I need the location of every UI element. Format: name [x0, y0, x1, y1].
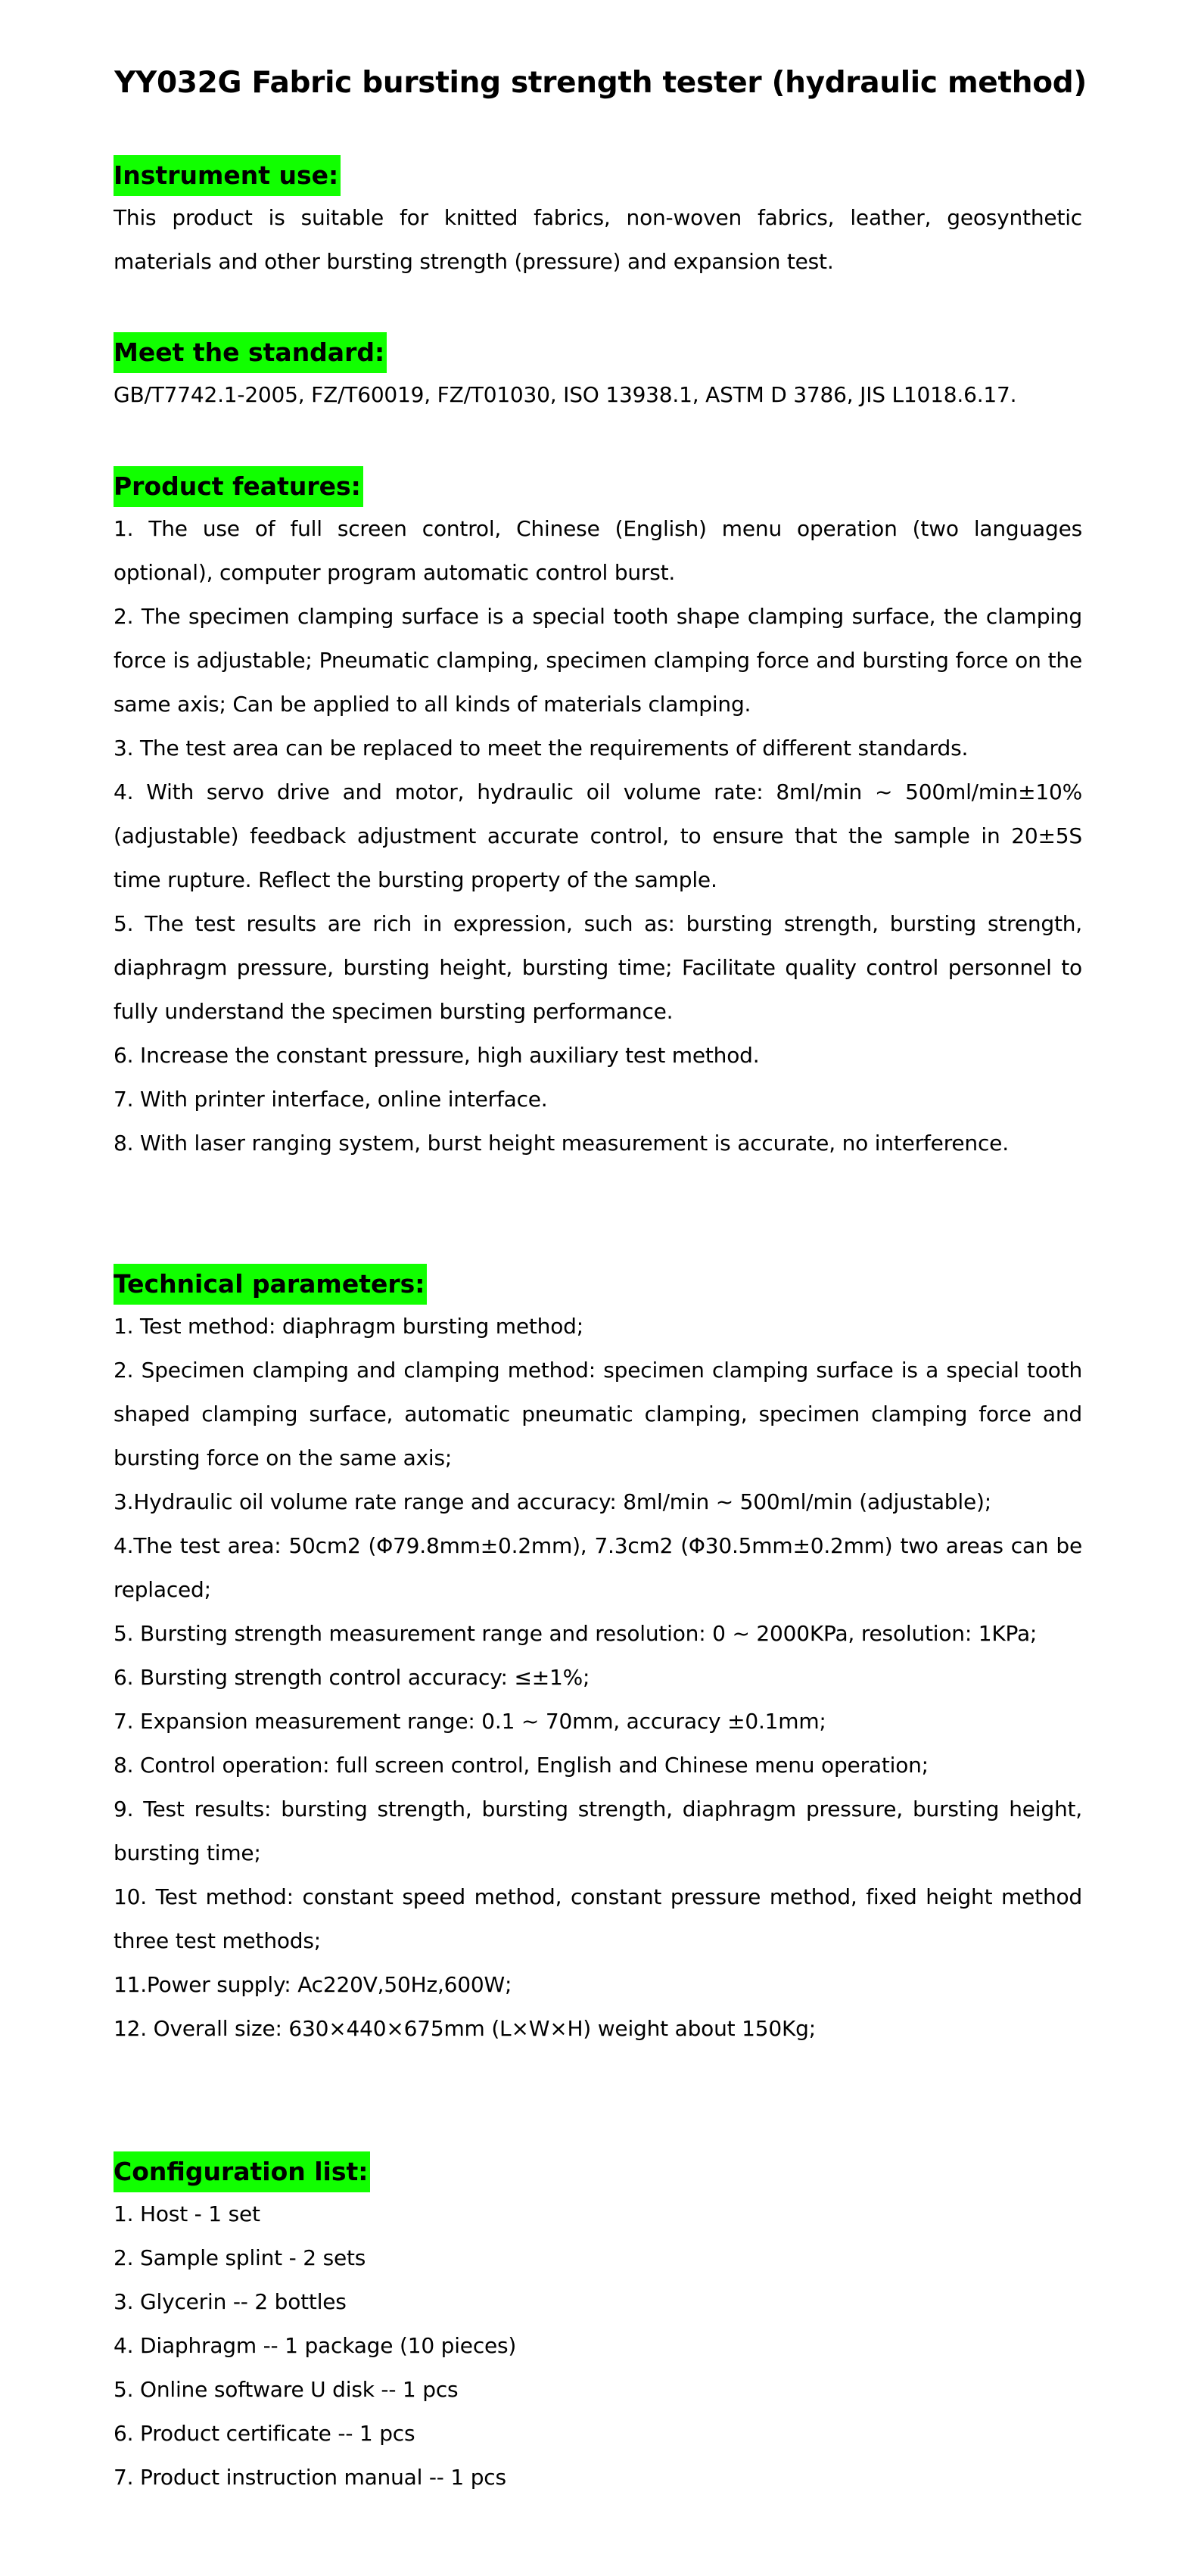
configuration-list [114, 2192, 1082, 2500]
list-item: 6. Increase the constant pressure, high auxiliary test method. [114, 1043, 760, 1068]
list-item: 2. The specimen clamping surface is a special tooth shape clamping surface, the clamping force is adjustable; Pneumatic clamping, specimen clamping force and bursting force on the same axis; Can be applied to all kinds of materials clamping. [114, 604, 1082, 717]
standard-paragraph: GB/T7742.1-2005, FZ/T60019, FZ/T01030, ISO 13938.1, ASTM D 3786, JIS L1018.6.17. [114, 382, 1017, 407]
features-list [114, 507, 1082, 1165]
standard-text [114, 373, 1082, 417]
list-item: 4. Diaphragm -- 1 package (10 pieces) [114, 2333, 517, 2358]
list-item: 4. With servo drive and motor, hydraulic oil volume rate: 8ml/min ~ 500ml/min±10% (adjustable) feedback adjustment accurate control, to ensure that the sample in 20±5S time rupture. Reflect the bursting property of the sample. [114, 779, 1082, 892]
section-features [114, 466, 1082, 1165]
list-item: 12. Overall size: 630×440×675mm (L×W×H) weight about 150Kg; [114, 2016, 816, 2041]
list-item: 5. Bursting strength measurement range and resolution: 0 ~ 2000KPa, resolution: 1KPa; [114, 1621, 1038, 1646]
instrument-use-text [114, 196, 1082, 284]
parameters-list [114, 1305, 1082, 2051]
list-item: 5. Online software U disk -- 1 pcs [114, 2377, 459, 2402]
list-item: 1. Host - 1 set [114, 2201, 260, 2226]
list-item: 7. With printer interface, online interface. [114, 1087, 548, 1112]
list-item: 7. Expansion measurement range: 0.1 ~ 70mm, accuracy ±0.1mm; [114, 1709, 826, 1734]
list-item: 8. Control operation: full screen control, English and Chinese menu operation; [114, 1753, 929, 1778]
section-instrument-use [114, 155, 1082, 284]
list-item: 10. Test method: constant speed method, constant pressure method, fixed height method three test methods; [114, 1884, 1082, 1953]
heading-instrument-use: Instrument use: [114, 155, 341, 196]
list-item: 2. Specimen clamping and clamping method: specimen clamping surface is a special tooth shaped clamping surface, automatic pneumatic clamping, specimen clamping force and bursting force on the same axis; [114, 1358, 1082, 1470]
heading-configuration: Configuration list: [114, 2151, 370, 2192]
list-item: 6. Bursting strength control accuracy: ≤±1%; [114, 1665, 590, 1690]
list-item: 4.The test area: 50cm2 (Φ79.8mm±0.2mm), 7.3cm2 (Φ30.5mm±0.2mm) two areas can be replaced; [114, 1533, 1082, 1602]
list-item: 3. Glycerin -- 2 bottles [114, 2289, 347, 2314]
section-configuration [114, 2151, 1082, 2500]
page-title: YY032G Fabric bursting strength tester (hydraulic method) [114, 66, 1087, 100]
section-standard [114, 332, 1082, 417]
list-item: 1. The use of full screen control, Chinese (English) menu operation (two languages optional), computer program automatic control burst. [114, 516, 1082, 585]
list-item: 7. Product instruction manual -- 1 pcs [114, 2465, 506, 2490]
list-item: 3. The test area can be replaced to meet the requirements of different standards. [114, 736, 969, 761]
list-item: 2. Sample splint - 2 sets [114, 2245, 366, 2270]
heading-standard: Meet the standard: [114, 332, 387, 373]
heading-features: Product features: [114, 466, 363, 507]
section-parameters [114, 1264, 1082, 2051]
list-item: 8. With laser ranging system, burst height measurement is accurate, no interference. [114, 1131, 1009, 1156]
list-item: 3.Hydraulic oil volume rate range and accuracy: 8ml/min ~ 500ml/min (adjustable); [114, 1489, 991, 1514]
list-item: 11.Power supply: Ac220V,50Hz,600W; [114, 1972, 512, 1997]
list-item: 5. The test results are rich in expression, such as: bursting strength, bursting strength, diaphragm pressure, bursting height, bursting time; Facilitate quality control personnel to fully understand the specimen bursting performance. [114, 911, 1082, 1024]
list-item: 9. Test results: bursting strength, bursting strength, diaphragm pressure, bursting height, bursting time; [114, 1797, 1082, 1865]
instrument-use-paragraph: This product is suitable for knitted fabrics, non-woven fabrics, leather, geosynthetic materials and other bursting strength (pressure) and expansion test. [114, 205, 1082, 274]
list-item: 1. Test method: diaphragm bursting method; [114, 1314, 583, 1339]
list-item: 6. Product certificate -- 1 pcs [114, 2421, 415, 2446]
heading-parameters: Technical parameters: [114, 1264, 427, 1305]
